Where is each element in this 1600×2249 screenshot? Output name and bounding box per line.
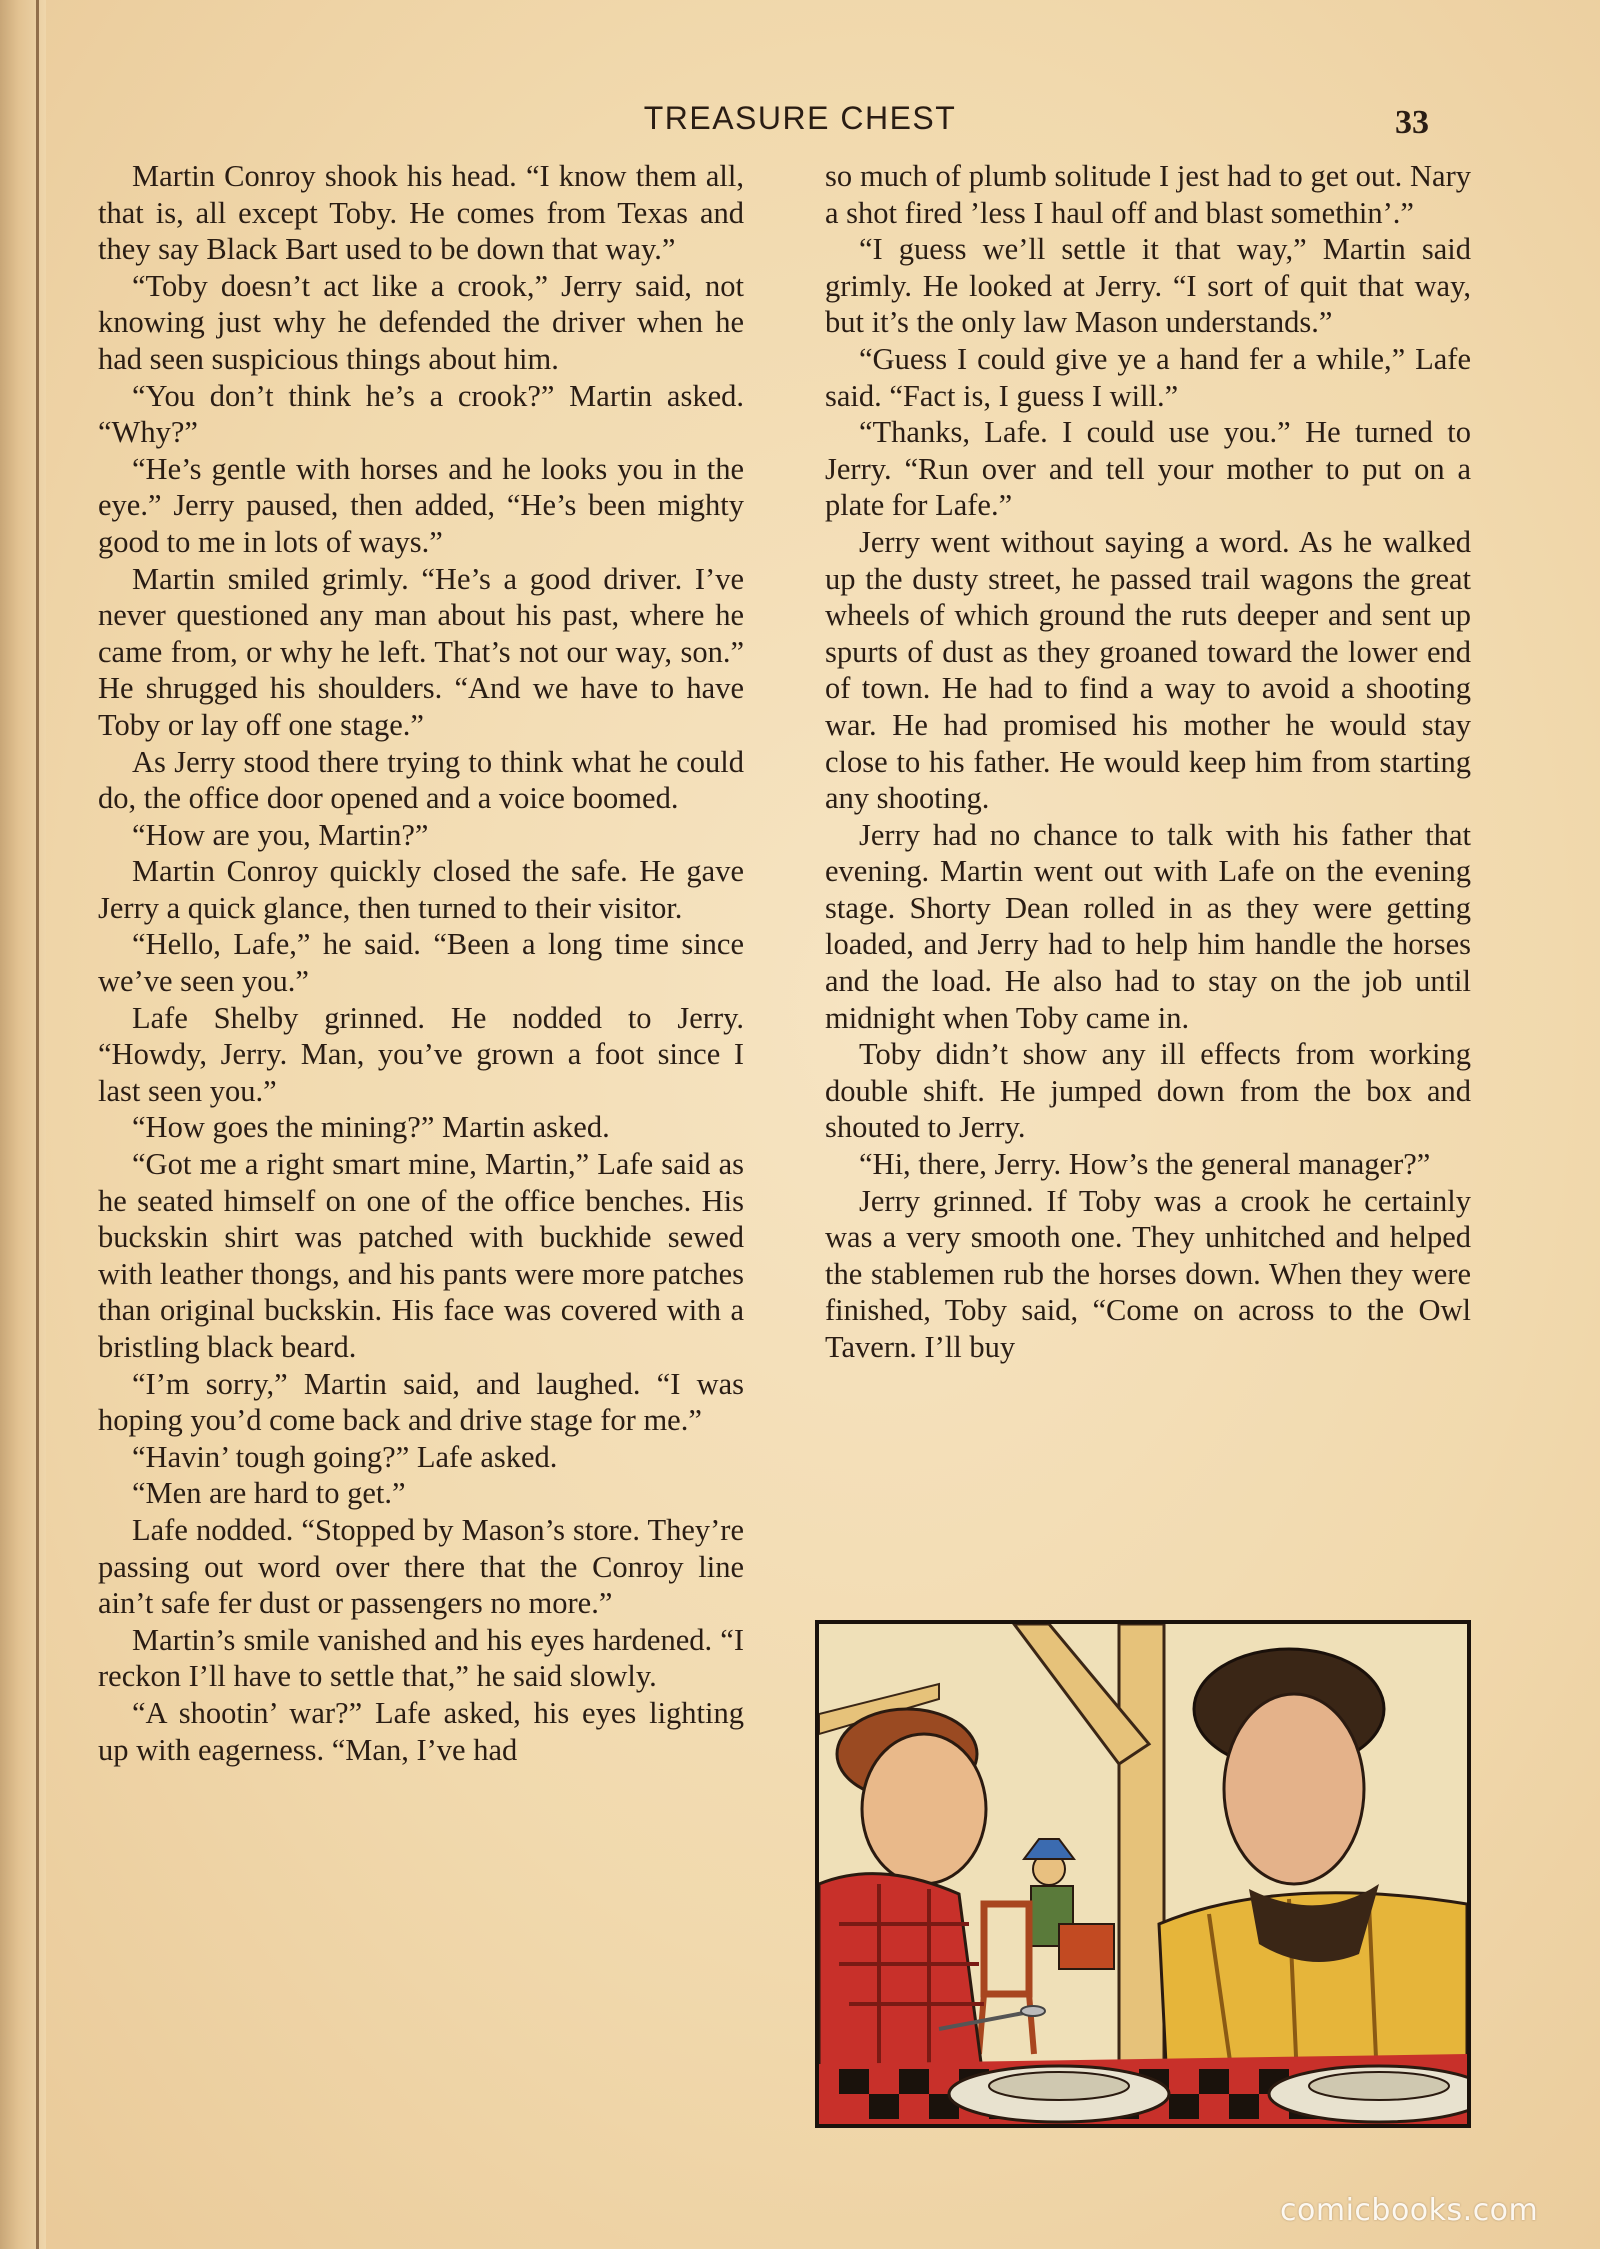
paragraph: “Got me a right smart mine, Martin,” Lafe said as he seated himself on one of the office benches. His buckskin shirt was patched with buckhide sewed with leather thongs, and his pants were more patches than original buckskin. His face was covered with a bristling black beard. — [98, 1147, 744, 1364]
paragraph: Martin Conroy shook his head. “I know them all, that is, all except Toby. He comes from Texas and they say Black Bart used to be down that way.” — [98, 159, 744, 267]
binding-spine — [0, 0, 46, 2249]
right-text-column — [825, 158, 1471, 1366]
paragraph: so much of plumb solitude I jest had to get out. Nary a shot fired ’less I haul off and blast somethin’.” — [825, 159, 1471, 230]
paragraph: “Men are hard to get.” — [132, 1476, 406, 1511]
paragraph: “You don’t think he’s a crook?” Martin asked. “Why?” — [98, 378, 744, 450]
paragraph: Toby didn’t show any ill effects from working double shift. He jumped down from the box and shouted to Jerry. — [825, 1037, 1471, 1145]
page-number: 33 — [1395, 104, 1429, 141]
paragraph: Martin Conroy quickly closed the safe. He gave Jerry a quick glance, then turned to their visitor. — [98, 854, 744, 925]
paragraph: Lafe nodded. “Stopped by Mason’s store. They’re passing out word over there that the Conroy line ain’t safe fer dust or passengers no more.” — [98, 1512, 744, 1621]
story-illustration — [815, 1620, 1471, 2128]
paragraph: “Guess I could give ye a hand fer a while,” Lafe said. “Fact is, I guess I will.” — [825, 341, 1471, 413]
paragraph: As Jerry stood there trying to think what he could do, the office door opened and a voice boomed. — [98, 744, 744, 816]
paragraph: “How are you, Martin?” — [132, 817, 429, 852]
paragraph: Martin’s smile vanished and his eyes hardened. “I reckon I’ll have to settle that,” he said slowly. — [98, 1622, 744, 1694]
paragraph: Jerry had no chance to talk with his father that evening. Martin went out with Lafe on the evening stage. Shorty Dean rolled in as they were getting loaded, and Jerry had to help him handle the horses and the load. He also had to stay on the job until midnight when Toby came in. — [825, 817, 1471, 1035]
paragraph: “Hi, there, Jerry. How’s the general manager?” — [859, 1147, 1431, 1182]
running-header: TREASURE CHEST — [643, 100, 957, 136]
paragraph: Lafe Shelby grinned. He nodded to Jerry. “Howdy, Jerry. Man, you’ve grown a foot since I last seen you.” — [98, 1000, 744, 1108]
left-text-column — [98, 158, 744, 1768]
paragraph: “I guess we’ll settle it that way,” Martin said grimly. He looked at Jerry. “I sort of quit that way, but it’s the only law Mason understands.” — [825, 232, 1471, 340]
watermark: comicbooks.com — [1280, 2193, 1539, 2228]
illustration-art — [819, 1624, 1467, 2124]
paragraph: “Havin’ tough going?” Lafe asked. — [132, 1439, 558, 1474]
paragraph: “How goes the mining?” Martin asked. — [132, 1110, 610, 1145]
paragraph: Martin smiled grimly. “He’s a good driver. I’ve never questioned any man about his past, where he came from, or why he left. That’s not our way, son.” He shrugged his shoulders. “And we have to have Toby or lay off one stage.” — [98, 561, 744, 742]
paragraph: “He’s gentle with horses and he looks you in the eye.” Jerry paused, then added, “He’s been mighty good to me in lots of ways.” — [98, 451, 744, 559]
paragraph: “Toby doesn’t act like a crook,” Jerry said, not knowing just why he defended the driver when he had seen suspicious things about him. — [98, 268, 744, 376]
paragraph: “I’m sorry,” Martin said, and laughed. “I was hoping you’d come back and drive stage for me.” — [98, 1366, 744, 1438]
paragraph: “A shootin’ war?” Lafe asked, his eyes lighting up with eagerness. “Man, I’ve had — [98, 1695, 744, 1767]
paragraph: Jerry went without saying a word. As he walked up the dusty street, he passed trail wagons the great wheels of which ground the ruts deeper and sent up spurts of dust as they groaned toward the lower end of town. He had to find a way to avoid a shooting war. He had promised his mother he would stay close to his father. He would keep him from starting any shooting. — [825, 524, 1471, 816]
spine-edge — [36, 0, 39, 2249]
paragraph: “Hello, Lafe,” he said. “Been a long time since we’ve seen you.” — [98, 927, 744, 999]
paragraph: Jerry grinned. If Toby was a crook he certainly was a very smooth one. They unhitched and helped the stablemen rub the horses down. When they were finished, Toby said, “Come on across to the Owl Tavern. I’ll buy — [825, 1183, 1471, 1364]
paragraph: “Thanks, Lafe. I could use you.” He turned to Jerry. “Run over and tell your mother to put on a plate for Lafe.” — [825, 415, 1471, 523]
